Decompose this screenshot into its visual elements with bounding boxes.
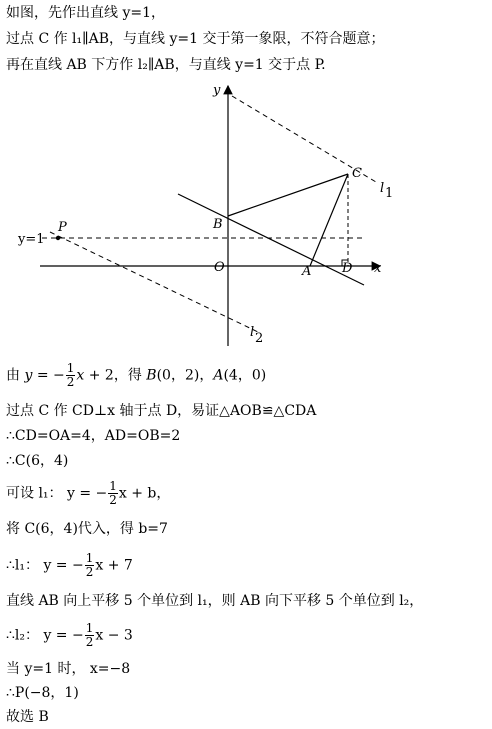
label-origin: O — [214, 260, 225, 275]
solution-step-4: ∴C(6，4) — [6, 453, 69, 469]
fraction-half: $\frac{1}{2}$ — [85, 621, 94, 649]
label-P: P — [58, 220, 67, 235]
coordinate-diagram — [0, 80, 492, 350]
solution-step-9: ∴l₂： y = − $\frac{1}{2}$ x − 3 — [6, 621, 133, 649]
label-l1: l — [380, 181, 385, 196]
solution-step-8: 直线 AB 向上平移 5 个单位到 l₁，则 AB 向下平移 5 个单位到 l₂， — [6, 593, 424, 609]
intro-line-1: 如图，先作出直线 y=1， — [6, 5, 165, 21]
label-l2: l — [250, 325, 255, 340]
label-C: C — [352, 166, 362, 181]
segment-CA — [310, 174, 348, 266]
label-y-eq-1: y=1 — [18, 232, 45, 247]
solution-step-6: 将 C(6，4)代入，得 b=7 — [6, 521, 168, 537]
label-B: B — [213, 217, 223, 232]
solution-step-5: 可设 l₁： y = − $\frac{1}{2}$ x + b， — [6, 479, 171, 507]
solution-step-11: ∴P(−8，1) — [6, 685, 79, 701]
fraction-half: $\frac{1}{2}$ — [66, 361, 75, 389]
label-D: D — [342, 261, 353, 276]
label-A: A — [302, 264, 312, 279]
fraction-half: $\frac{1}{2}$ — [109, 479, 117, 507]
fraction-half: $\frac{1}{2}$ — [85, 551, 94, 579]
point-P — [56, 236, 60, 240]
solution-step-1: 由 y = − $\frac{1}{2}$ x + 2，得 B(0，2)，A(4，0) — [6, 361, 267, 389]
segment-BC — [228, 174, 348, 216]
line-AB — [178, 194, 364, 285]
intro-line-3: 再在直线 AB 下方作 l₂∥AB，与直线 y=1 交于点 P. — [6, 57, 326, 73]
solution-step-3: ∴CD=OA=4，AD=OB=2 — [6, 428, 181, 444]
label-y-axis: y — [213, 83, 221, 98]
label-l1-sub: 1 — [385, 186, 394, 201]
solution-step-7: ∴l₁： y = − $\frac{1}{2}$ x + 7 — [6, 551, 133, 579]
line-l2 — [50, 232, 258, 332]
intro-line-2: 过点 C 作 l₁∥AB，与直线 y=1 交于第一象限，不符合题意； — [6, 31, 385, 47]
label-x-axis: x — [374, 261, 382, 276]
label-l2-sub: 2 — [255, 331, 264, 346]
geometry-figure — [0, 80, 492, 350]
solution-conclusion: 故选 B — [6, 709, 49, 725]
solution-step-2: 过点 C 作 CD⊥x 轴于点 D，易证△AOB≌△CDA — [6, 403, 317, 419]
solution-step-10: 当 y=1 时， x=−8 — [6, 661, 131, 677]
